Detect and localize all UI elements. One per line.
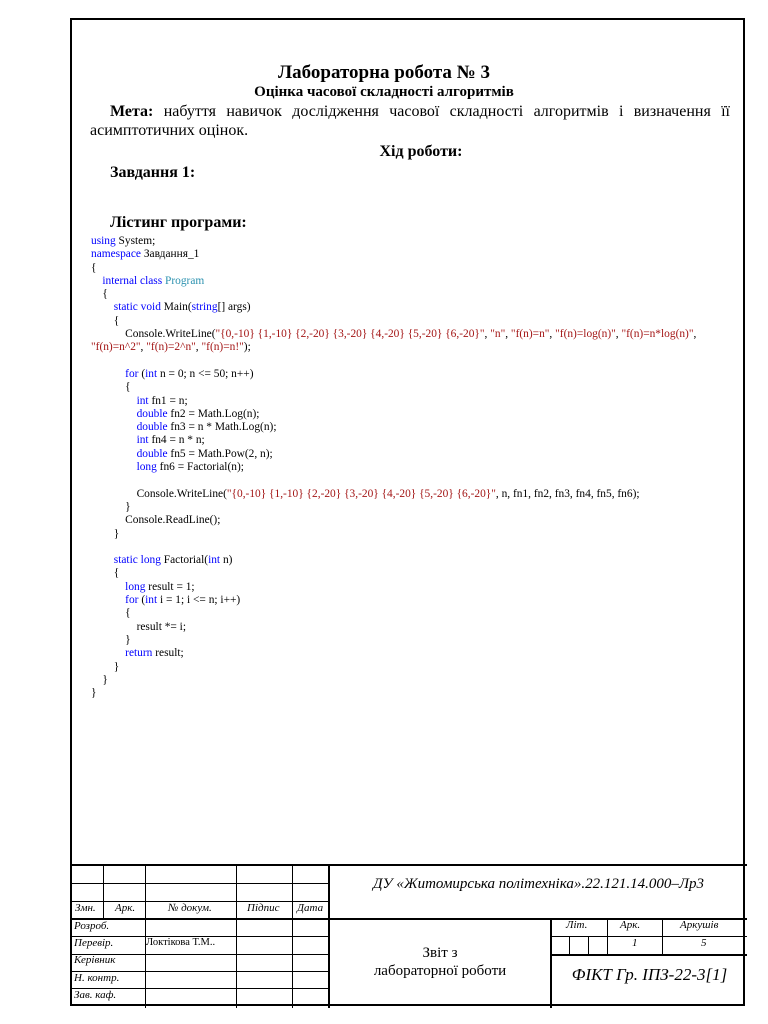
report-title-line2: лабораторної роботи <box>373 963 507 979</box>
goal-paragraph <box>90 102 730 140</box>
role-norm-control: Н. контр. <box>74 972 120 984</box>
code-line: double fn3 = n * Math.Log(n); <box>136 421 277 434</box>
report-title-line1: Звіт з <box>422 945 458 961</box>
task-heading: Завдання 1: <box>110 164 196 181</box>
code-listing <box>91 235 736 700</box>
code-line: for (int n = 0; n <= 50; n++) <box>125 367 254 380</box>
code-line: result *= i; <box>91 620 187 633</box>
code-line: double fn2 = Math.Log(n); <box>136 407 260 420</box>
code-line: } <box>91 500 131 513</box>
lit-label: Літ. <box>566 919 588 931</box>
organization-group: ФІКТ Гр. ІПЗ-22-3[1] <box>571 965 728 984</box>
code-line: Console.ReadLine(); <box>91 514 221 527</box>
role-supervisor: Керівник <box>74 954 116 966</box>
code-line: int fn4 = n * n; <box>136 434 205 447</box>
goal-label: Мета: <box>110 103 154 120</box>
code-line <box>91 541 736 554</box>
sheets-value: 5 <box>701 937 707 949</box>
document-code: ДУ «Житомирська політехніка».22.121.14.000–Лр3 <box>372 876 705 892</box>
col-header-doc-no: № докум. <box>168 902 212 914</box>
code-line: { <box>91 567 120 580</box>
code-line: static void Main(string[] args) <box>113 301 251 314</box>
code-line: } <box>91 673 108 686</box>
code-line: } <box>91 687 97 700</box>
col-header-date: Дата <box>297 902 324 914</box>
code-line: } <box>91 527 120 540</box>
code-line: } <box>91 633 131 646</box>
code-line: { <box>91 381 131 394</box>
role-checked: Перевір. <box>74 937 114 949</box>
report-title <box>330 944 550 980</box>
code-line: { <box>91 607 131 620</box>
sheet-value: 1 <box>632 937 638 949</box>
role-developer: Розроб. <box>74 920 110 932</box>
course-heading: Хід роботи: <box>379 143 463 160</box>
code-line: int fn1 = n; <box>136 394 188 407</box>
code-line: { <box>91 288 108 301</box>
lab-title: Лабораторна робота № 3 <box>277 62 491 83</box>
code-line: internal class Program <box>102 274 205 287</box>
listing-heading: Лістинг програми: <box>110 214 247 231</box>
code-line: return result; <box>125 647 184 660</box>
lab-subtitle: Оцінка часової складності алгоритмів <box>254 84 514 100</box>
code-line: { <box>91 261 97 274</box>
col-header-ark: Арк. <box>115 902 136 914</box>
code-line: Console.WriteLine("{0,-10} {1,-10} {2,-20} {3,-20} {4,-20} {5,-20} {6,-20}", n, fn1, fn2, fn3, fn4, fn5, fn6); <box>91 487 640 500</box>
code-line: namespace Завдання_1 <box>91 248 200 261</box>
code-line: } <box>91 660 120 673</box>
checker-name: Локтікова Т.М.. <box>146 937 216 948</box>
col-header-sign: Підпис <box>247 902 280 914</box>
code-line: using System; <box>91 235 156 247</box>
code-line: static long Factorial(int n) <box>113 554 233 567</box>
code-line <box>91 474 736 487</box>
code-line: Console.WriteLine("{0,-10} {1,-10} {2,-20} {3,-20} {4,-20} {5,-20} {6,-20}", "n", "f(n)=n", "f(n)=log(n)", "f(n)=n*log(n)", "f(n)=n^2", "f(n)=2^n", "f(n)=n!"); <box>91 328 700 354</box>
code-line: double fn5 = Math.Pow(2, n); <box>136 447 273 460</box>
code-line: long result = 1; <box>125 580 195 593</box>
goal-text: набуття навичок дослідження часової складності алгоритмів і визначення її асимптотичних оцінок. <box>90 103 730 139</box>
sheets-label: Аркушів <box>680 919 719 931</box>
code-line <box>91 355 736 368</box>
sheet-label: Арк. <box>620 919 641 931</box>
code-line: for (int i = 1; i <= n; i++) <box>125 594 241 607</box>
code-line: long fn6 = Factorial(n); <box>136 461 244 474</box>
col-header-zmn: Змн. <box>75 902 96 914</box>
role-head: Зав. каф. <box>74 989 117 1001</box>
code-line: { <box>91 314 120 327</box>
